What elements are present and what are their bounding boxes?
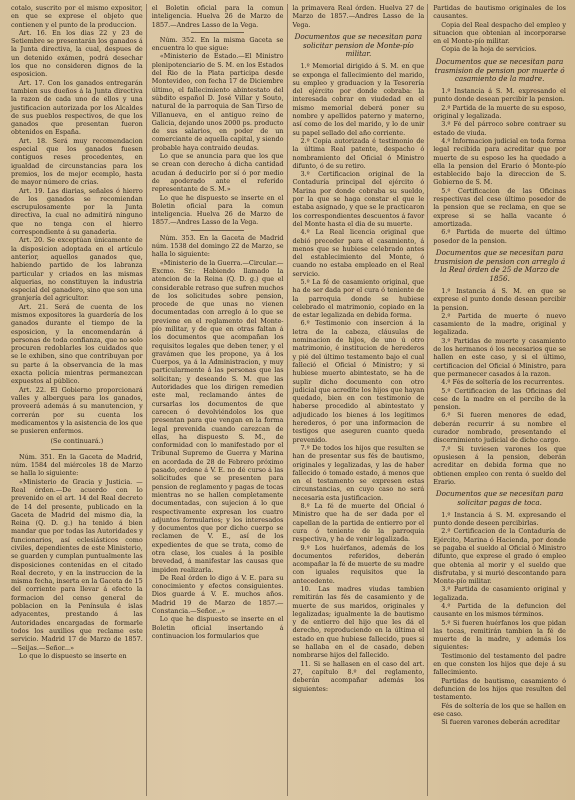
paragraph: 6.º Si fueren menores de edad, deberán recurrir á su nombre el curador nombrado, presentando el discernimiento judicial de dicho cargo. <box>433 411 566 445</box>
paragraph: 2.º Copia autorizada é testimonio de la última Real patente, despacho ó nombramiento del Oficial ó Ministro difunto, ó de su retiro. <box>292 136 425 170</box>
paragraph: 11. Si se hallasen en el caso del art. 27, capítulo 8.º del reglamento, deberán acompañar además los siguientes: <box>292 659 425 693</box>
paragraph: 8.º La fé de muerte del Oficial ó Ministro que ha de ser dada por el capellan de la partida de entierro por el cura ó teniente de la parroquia respectiva, y ha de venir legalizada. <box>292 502 425 544</box>
section-heading: Documentos que se necesitan para trasmision de pension con arreglo á la Real órden de 25 de Marzo de 1856. <box>434 247 566 284</box>
paragraph: «Ministerio de Gracia y Justicia. —Real órden.—De acuerdo con lo prevenido en el art. 14 del Real decreto de 14 del presente, publicado en la Gaceta de Madrid del mismo dia, la Reina (Q. D. g.) ha tenido á bien mandar que por todas las Autoridades y funcionarios, así eclesiásticos como civiles, dependientes de este Ministerio, se guarden y cumplan puntualmente las disposiciones contenidas en el citado Real decreto, y en la instruccion de la misma fecha, inserta en la Gaceta de 15 del corriente para llevar á efecto la formacion del censo general de poblacion en la Península é islas adyacentes, prestando á las Autoridades encargadas de formarle todos los auxilios que reclame este servicio. Madrid 17 de Marzo de 1857.—Seijas.—Señor...» <box>11 477 143 652</box>
paragraph: Partidas de bautismo, casamiento ó defuncion de los hijos que resulten del testamento. <box>433 676 566 702</box>
paragraph: Lo que lo dispuesto se inserte en <box>19 651 127 660</box>
paragraph: Lo que he dispuesto se inserte en el Boletin oficial insertando á continuacion los formularios que <box>151 615 284 640</box>
paragraph: Copia de la hoja de servicios. <box>441 45 537 54</box>
paragraph: 1.º Instancia á S. M. expresando el punto donde deseen percibirlas. <box>433 510 566 528</box>
paragraph: la primavera Real órden. Huelva 27 de Marzo de 1857.—Andres Lasso de la Vega. <box>292 4 425 29</box>
paragraph: 7.º Si tuviesen varones los que opusiesen á la pension, deberán acreditar en debida forma que no obtienen empleo con renta ó sueldo del Erario. <box>433 444 566 486</box>
paragraph: Art. 20. Se exceptúan únicamente de la disposicion adoptada en el artículo anterior, aquellos ganados que, habiendo partido de los labranza particular y criados en las mismas alquerias, no constituyen la industria especial del ganadero, sino que son una granjería del agricultor. <box>11 236 143 303</box>
section-heading: Documentos que se necesitan para solicitar pension de Monte-pío militar. <box>294 31 423 59</box>
paragraph: 5.º La fé de casamiento original, que ha de ser dada por el cura ó teniente de la parroquia donde se hubiese celebrado el matrimonio, copiado en la de estar legalizada en debida forma. <box>292 278 425 320</box>
paragraph: 3.º Partidas de muerte y casamiento de los hermanos ó los necesarios que se hallen en este caso, y si el último, certificacion del Oficial ó Ministro, para que permanecer casados á la razon. <box>433 336 566 378</box>
paragraph: Copia del Real despacho del empleo y situacion que obtenian al incorporarse en el Monte-pío militar. <box>433 20 566 46</box>
paragraph: 9.º Los huérfanos, además de los documentos referidos, deberán acompañar la fé de muerte de su madre con iguales requisitos que la antecedente. <box>292 543 425 585</box>
paragraph: 10. Las madres viudas tambien remitirán las fés de casamiento y de muerte de sus maridos, originales y legalizadas; igualmente la de bautismo y de entierro del hijo que les dá el derecho, reproduciendo en la última el estado en que hubiese fallecido, pues si se hallaba en el de casado, deben nombrarse hijos del fallecido. <box>292 584 425 660</box>
section-divider <box>51 449 104 450</box>
paragraph: 3.º Partida de casamiento original y legalizada. <box>433 585 566 602</box>
paragraph: 1.º Memorial dirigido á S. M. en que se exponga el fallecimiento del marido, su empleo y graduacion y la Tesorería del ejército por donde cobraba: la interesada cobrar en viudedad en el mismo memorial deberá poner su nombre y apellidos paterno y materno, así como de los del marido, y lo de unir su papel sellado del año corriente. <box>292 62 425 137</box>
paragraph: 2.º Certificacion de la Contaduría de Ejército, Marina ó Hacienda, por donde se pagaba el sueldo al Oficial ó Ministro difunto, que exprese el grado ó empleo que obtenia al morir y el sueldo que disfrutaba, y si murió descontando para Monte-pío militar. <box>433 527 566 586</box>
paragraph: Art. 16. En los dias 22 y 23 de Setiembre se presentarán los ganados á la Junta directiva, la cual, despues de un detenido exámen, podrá desechar los que no consideren dignos de la esposicion. <box>11 28 143 79</box>
paragraph: 4.º Informacion judicial en toda forma legal recibida para acreditar que por muerte de su esposo les ha quedado a ella la pension del Erario ó Monte-pío establecido bajo la direccion de S. Gobierno de S. M. <box>433 136 566 187</box>
paragraph: 4.º Partida de la defuncion del causante en los mismos términos. <box>433 601 566 619</box>
paragraph: Si fueren varones deberán acreditar <box>441 718 560 727</box>
paragraph: (Se continuará.) <box>50 437 104 446</box>
paragraph: Núm. 351. En la Gaceta de Madrid, núm. 1584 del miércoles 18 de Marzo se halla lo siguiente: <box>11 452 143 478</box>
paragraph: 1.º Instancia á S. M. en que se exprese el punto donde desean percibir la pension. <box>433 287 566 312</box>
paragraph: De Real órden lo digo á V. E. para su conocimiento y efectos consiguientes. Dios guarde á V. E. muchos años. Madrid 19 de Marzo de 1857.—Constancia.—Señor...» <box>151 573 284 616</box>
column-3 <box>290 4 429 796</box>
paragraph: Partidas de bautismo originales de los causantes. <box>433 4 566 21</box>
paragraph: Lo que se anuncia para que los que se crean con derecho á dicha cantidad acudan á deducirlo por sí ó por medio de apoderado ante el referido representante de S. M.» <box>151 152 284 194</box>
section-divider <box>191 32 244 33</box>
paragraph: Fés de soltería de los que se hallen en ese caso. <box>433 701 566 718</box>
paragraph: Testimonio del testamento del padre en que consten los hijos que deje á su fallecimiento. <box>433 651 566 677</box>
paragraph: 5.º Certificacion de las Oficinas del cese de la madre en el percibo de la pension. <box>433 386 566 412</box>
column-4 <box>430 4 569 796</box>
paragraph: el Boletin oficial para la comun inteligencia. Huelva 26 de Marzo de 1857.—Andres Lasso de la Vega. <box>151 4 284 29</box>
section-divider <box>191 230 244 231</box>
paragraph: 3.º Certificacion original de la Contaduría principal del ejército ó Marina por donde cobraba su sueldo, por la que se haga constar el que le estaba asignado, y que se le practicaron los correspondientes descuentos á favor del Monte hasta el dia de su muerte. <box>292 170 425 228</box>
paragraph: 5.º Certificacion de las Oficinas respectivas del cese último posedor de la pension que se reclama, en que se exprese si se halla vacante ó amortizada. <box>433 186 566 228</box>
paragraph: 5.º Si fueren huérfanos los que pidan las tocas, remitirán tambien la fé de muerte de la madre, y además los siguientes: <box>433 618 566 652</box>
paragraph: 2.º Partida de muerte ó nuevo casamiento de la madre, original y legalizada. <box>433 311 566 337</box>
paragraph: 6.º Testimonio con insercion á la letra de la cabeza, cláusulas de nominacion de hijos, de uno ú otro matrimonio, é institucion de herederos y pié del último testamento bajo el cual falleció el Oficial ó Ministro; y si hubiese muerto abintestato, se ha de suplir dicho documento con otro judicial que acredite los hijos que hayan quedado, bien en con testimonio de haberse procedido al abintestato y adjudicado los bienes á los legítimos herederos, ó por una informacion de testigos que aseguren cuanto queda prevenido. <box>292 319 425 444</box>
paragraph: 4.º La Real licencia original que debió preceder para el casamiento, á menos que se hubiese celebrado antes del establecimiento del Monte, ó cuando no estaba empleado en el Real servicio. <box>292 228 425 278</box>
paragraph: Art. 21. Será de cuenta de los mismos expositores la guardería de los ganados durante el tiempo de la esposicion, y la encomendarán á personas de toda confianza, que no solo procuren redoblarles los cuidados que se le exhiben, sino que contribuyan por su parte á la observancia de la mas exacta policía mientras permanezcan expuestos al público. <box>11 302 143 386</box>
paragraph: Art. 18. Será muy recomendacion especial que los ganados fuesen contiguos reses procedentes, en igualdad de circunstancias para los premios, los de mejor ecemplo, hasta de mayor número de crias. <box>11 136 143 187</box>
paragraph: Art. 22. El Gobierno proporcionará valles y albergues para los ganados, proveerá además á su manutencion, y correrán por su cuenta los medicamentos y la asistencia de los que se pusieren enfermos. <box>11 385 143 436</box>
paragraph: 7.º De todos los hijos que resulten se han de presentar sus fés de bautismo, originales y legalizadas, y las de haber fallecido ó tomado estado, á menos que en el testamento se expresen estas circunstancias, en cuyo caso no será necesaria esta justificacion. <box>292 443 425 502</box>
paragraph: «Ministerio de la Guerra.—Circular.—Excmo. Sr.: Habiendo llamado la atencion de la Reina (Q. D. g.) que el considerable retraso que sufren muchos de los solicitudes sobre pension, procede de que unas no vienen documentadas con arreglo á lo que se previene en el reglamento del Monte-pío militar, y de que en otras faltan á los documentos que acompañan los requisitos legales que deben tener, y el gravámen que les propone, ya á los Cuerpos, ya á la Administracion, y muy particularmente á las personas que las solicitan; y deseando S. M. que las Autoridades que los dirigen remedien este mal, reclamando ántes de cursarlas los documentos de que carecen ó devolviéndolos los que presentan para que vengan en la forma legal prevenida cuando carezcan de ellas, ha dispuesto S. M., de conformidad con lo manifestado por el Tribunal Supremo de Guerra y Marina en acordada de 28 de Febrero próximo pasado, ordene á V. E. no dé curso á las solicitudes que se presenten para pension de reglamento y pagas de tocas mientras no se hallen completamente documentadas, con sujecion á lo que respectivamente expresan los cuatro adjuntos formularios; y los interesados y documentos que por dicho cuerpo se reclamen de V. E., así de los expedientes de que se trata, como de otra clase, los cuales á la posible brevedad, á manifestar las causas que impiden realizarla. <box>151 258 284 574</box>
paragraph: 1.º Instancia á S. M. expresando el punto donde desean percibir la pension. <box>433 87 566 104</box>
paragraph: 4.º Fés de soltería de los recurrentes. <box>441 378 565 387</box>
column-2 <box>149 4 288 796</box>
paragraph: «Ministerio de Estado.—El Ministro plenipotenciario de S. M. en los Estados del Rio de la Plata participa desde Montevideo, con fecha 17 de Diciembre último, el fallecimiento abintestato del súbdito español D. José Villar y Souto, natural de la parroquia de San Tirso de Villanueva, en el antiguo reino de Galicia, dejando unos 2000 ps. producto de sus salarios, en poder de un comerciante de aquella capital, y siendo probable haya contraido deudas. <box>151 52 284 152</box>
section-heading: Documentos que se necesitan para solicitar pagas de toca. <box>435 489 564 507</box>
paragraph: Art. 19. Las diarias, señales ó hierro de los ganados se recomiendan escrupulosamente por la Junta directiva, la cual no admitirá ninguno que no tenga con el hierro correspondiente á su ganaderia. <box>11 186 143 237</box>
paragraph: Núm. 352. En la misma Gaceta se encuentra lo que sigue: <box>151 35 284 53</box>
paragraph: 6.º Partida de muerte del último posedor de la pension. <box>433 228 566 245</box>
paragraph: 3.º Fé del párroco sobre contraer su estado de viuda. <box>433 120 566 137</box>
paragraph: Lo que he dispuesto se inserte en el Boletin oficial para la comun inteligencia. Huelva 26 de Marzo de 1857.—Andres Lasso de la Vega. <box>151 193 284 227</box>
paragraph: 2.º Partida de la muerte de su esposo, original y legalizada. <box>433 103 566 121</box>
paragraph: cotalo, suscrito por el mismo expositor, en que se exprese el objeto que contienen y el punto de la produccion. <box>11 4 143 29</box>
text-columns <box>8 4 569 796</box>
paragraph: Núm. 353. En la Gaceta de Madrid núm. 1538 del domingo 22 de Marzo, se halla lo siguiente: <box>151 233 284 259</box>
column-1 <box>8 4 147 796</box>
section-heading: Documentos que se necesitan para trasmision de pension por muerte ó casamiento de la madre. <box>434 56 565 84</box>
paragraph: Art. 17. Con los ganados entregarán tambien sus dueños á la Junta directiva la razon de cada uno de ellos y una justificacion autorizada por los Alcaldes de sus pueblos respectivos, de que los ganados que presentan fueron obtenidos en España. <box>11 78 143 137</box>
